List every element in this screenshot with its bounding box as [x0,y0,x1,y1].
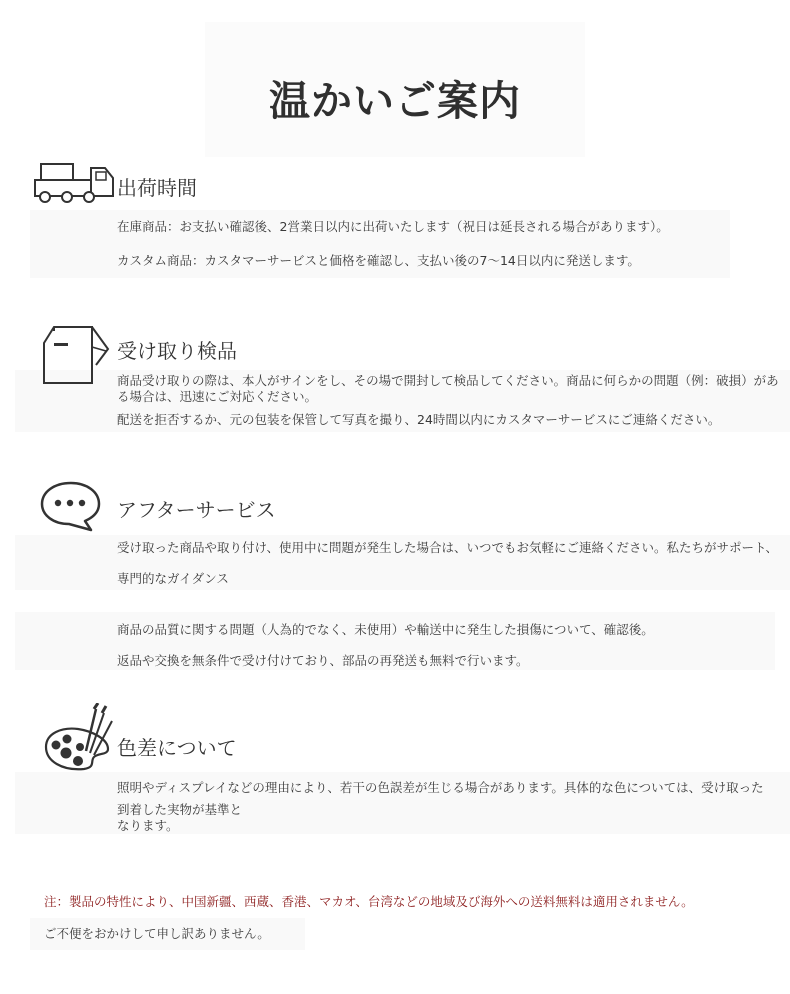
section-text-line: 専門的なガイダンス [117,571,229,586]
section-heading-color: 色差について [117,736,237,760]
section-text-line: 返品や交換を無条件で受け付けており、部品の再発送も無料で行います。 [117,653,529,668]
section-heading-inspection: 受け取り検品 [117,339,237,363]
paint-palette-icon [40,703,116,773]
page-title: 温かいご案内 [269,77,521,125]
section-text-line: 配送を拒否するか、元の包装を保管して写真を撮り、24時間以内にカスタマーサービスにご連絡ください。 [117,412,721,427]
section-text-line: カスタム商品：カスタマーサービスと価格を確認し、支払い後の7〜14日以内に発送します。 [117,253,640,268]
section-text-line: 在庫商品：お支払い確認後、2営業日以内に出荷いたします（祝日は延長される場合があります）。 [117,219,669,234]
section-text-line: 照明やディスプレイなどの理由により、若干の色誤差が生じる場合があります。具体的な色については、受け取った [117,780,764,795]
shipping-exclusion-note: 注：製品の特性により、中国新疆、西蔵、香港、マカオ、台湾などの地域及び海外への送料無料は適用されません。 [44,894,694,909]
box-icon [40,323,114,387]
section-text-line: 商品の品質に関する問題（人為的でなく、未使用）や輸送中に発生した損傷について、確認後。 [117,622,654,637]
apology-note: ご不便をおかけして申し訳ありません。 [44,926,270,941]
truck-icon [33,160,119,206]
section-heading-shipping: 出荷時間 [117,176,197,200]
section-text-line: 商品受け取りの際は、本人がサインをし、その場で開封して検品してください。商品に何らかの問題（例：破損）があ [117,373,779,388]
section-text-line: なります。 [117,818,179,833]
section-text-line: 受け取った商品や取り付け、使用中に問題が発生した場合は、いつでもお気軽にご連絡ください。私たちがサポート、 [117,540,778,555]
chat-bubble-icon [39,479,103,533]
section-text-line: る場合は、迅速にご対応ください。 [117,389,318,404]
section-text-line: 到着した実物が基準と [117,802,243,817]
section-heading-aftercare: アフターサービス [117,498,276,522]
